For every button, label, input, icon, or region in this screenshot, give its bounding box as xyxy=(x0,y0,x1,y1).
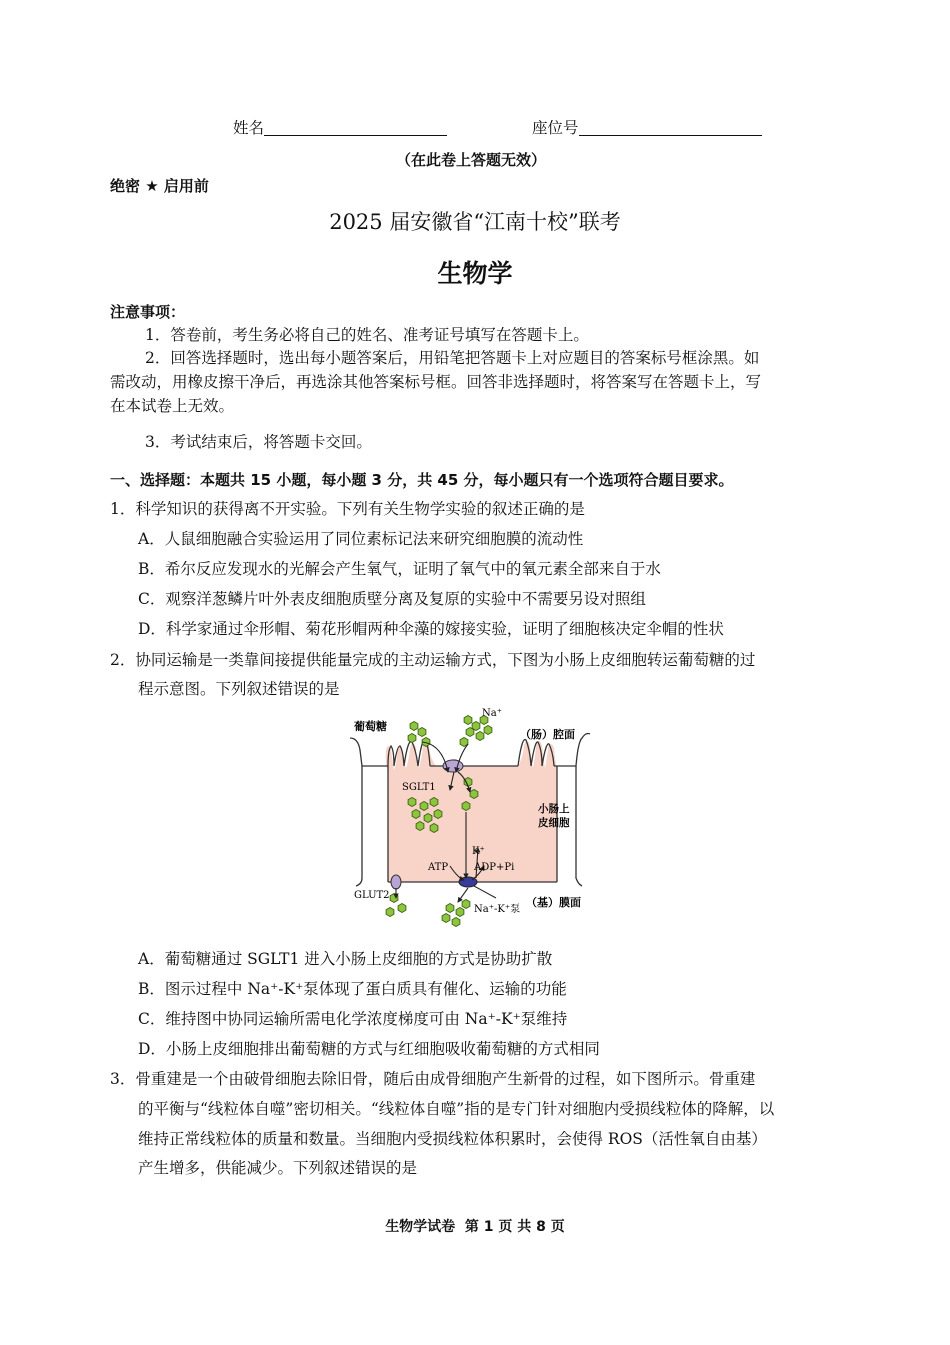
q1-option-b: B．希尔反应发现水的光解会产生氧气，证明了氧气中的氧元素全部来自于水 xyxy=(138,560,661,578)
label-glucose: 葡萄糖 xyxy=(354,720,387,733)
label-lumen: （肠）腔面 xyxy=(520,728,575,741)
q2-option-b: B．图示过程中 Na⁺-K⁺泵体现了蛋白质具有催化、运输的功能 xyxy=(138,980,567,998)
label-basal: （基）膜面 xyxy=(526,896,581,909)
invalid-note: （在此卷上答题无效） xyxy=(396,151,547,169)
label-k: K⁺ xyxy=(472,846,485,857)
q3-line-4: 产生增多，供能减少。下列叙述错误的是 xyxy=(138,1159,418,1177)
name-blank xyxy=(264,119,447,136)
label-atp: ATP xyxy=(428,862,449,873)
notice-item-1: 1．答卷前，考生务必将自己的姓名、准考证号填写在答题卡上。 xyxy=(145,326,589,344)
exam-title: 2025 届安徽省“江南十校”联考 xyxy=(329,210,621,234)
q3-line-2: 的平衡与“线粒体自噬”密切相关。“线粒体自噬”指的是专门针对细胞内受损线粒体的降解，以 xyxy=(138,1100,775,1118)
q2-option-c: C．维持图中协同运输所需电化学浓度梯度可由 Na⁺-K⁺泵维持 xyxy=(138,1010,568,1028)
label-na: Na⁺ xyxy=(482,708,502,719)
label-cell-line-2: 皮细胞 xyxy=(538,817,570,829)
seat-label: 座位号 xyxy=(532,119,579,137)
seat-field xyxy=(532,118,762,138)
label-adp: ADP+Pi xyxy=(474,862,515,873)
notice-item-2-line-2: 需改动，用橡皮擦干净后，再选涂其他答案标号框。回答非选择题时，将答案写在答题卡上，写 xyxy=(110,373,762,391)
q2-stem-line-2: 程示意图。下列叙述错误的是 xyxy=(138,680,340,698)
q2-option-d: D．小肠上皮细胞排出葡萄糖的方式与红细胞吸收葡萄糖的方式相同 xyxy=(138,1040,600,1058)
section-heading: 一、选择题：本题共 15 小题，每小题 3 分，共 45 分，每小题只有一个选项符合题目要求。 xyxy=(110,471,734,489)
q1-option-c: C．观察洋葱鳞片叶外表皮细胞质壁分离及复原的实验中不需要另设对照组 xyxy=(138,590,646,608)
q3-line-1: 3．骨重建是一个由破骨细胞去除旧骨，随后由成骨细胞产生新骨的过程，如下图所示。骨重建 xyxy=(110,1070,756,1088)
q3-line-3: 维持正常线粒体的质量和数量。当细胞内受损线粒体积累时，会使得 ROS（活性氧自由基） xyxy=(138,1130,767,1148)
subject-title: 生物学 xyxy=(437,259,513,288)
seat-blank xyxy=(579,119,762,136)
q1-stem: 1．科学知识的获得离不开实验。下列有关生物学实验的叙述正确的是 xyxy=(110,500,585,518)
notice-item-2-line-1: 2．回答选择题时，选出每小题答案后，用铅笔把答题卡上对应题目的答案标号框涂黑。如 xyxy=(145,349,760,367)
glucose-transport-diagram xyxy=(350,702,600,934)
label-pump: Na⁺-K⁺泵 xyxy=(474,904,521,915)
q2-stem-line-1: 2．协同运输是一类靠间接提供能量完成的主动运输方式，下图为小肠上皮细胞转运葡萄糖的过 xyxy=(110,651,756,669)
notice-item-3: 3．考试结束后，将答题卡交回。 xyxy=(145,433,372,451)
name-label: 姓名 xyxy=(233,119,265,137)
q2-option-a: A．葡萄糖通过 SGLT1 进入小肠上皮细胞的方式是协助扩散 xyxy=(138,950,553,968)
name-field xyxy=(233,118,447,138)
label-cell-line-1: 小肠上 xyxy=(538,803,570,815)
notice-heading: 注意事项： xyxy=(110,303,186,321)
label-glut2: GLUT2 xyxy=(354,890,390,901)
page-footer: 生物学试卷 第 1 页 共 8 页 xyxy=(385,1219,565,1235)
q1-option-d: D．科学家通过伞形帽、菊花形帽两种伞藻的嫁接实验，证明了细胞核决定伞帽的性状 xyxy=(138,620,724,638)
q1-option-a: A．人鼠细胞融合实验运用了同位素标记法来研究细胞膜的流动性 xyxy=(138,530,584,548)
notice-item-2-line-3: 在本试卷上无效。 xyxy=(110,397,235,415)
secret-label: 绝密 ★ 启用前 xyxy=(110,177,209,195)
label-sglt1: SGLT1 xyxy=(402,782,436,793)
